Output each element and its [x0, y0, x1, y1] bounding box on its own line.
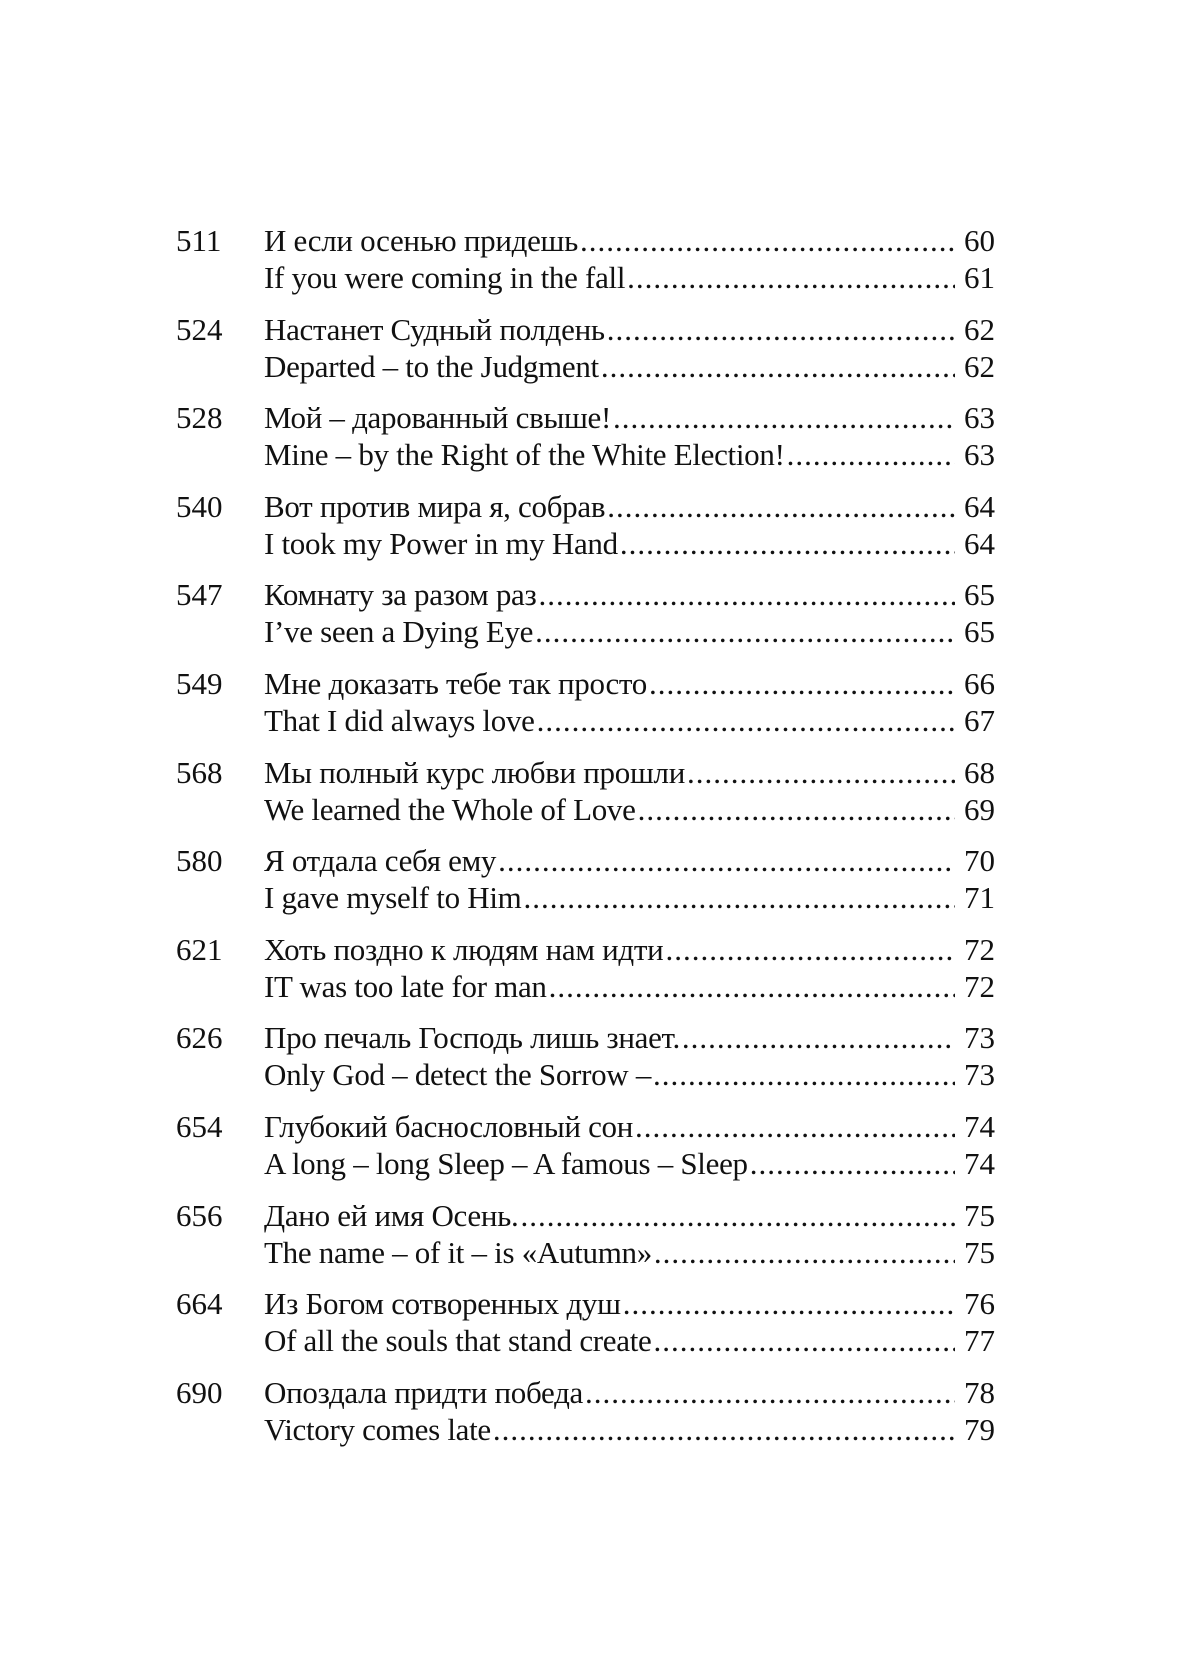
page-number: 66	[964, 665, 995, 701]
toc-link-ru[interactable]	[264, 1108, 995, 1145]
page-number: 60	[964, 223, 995, 258]
en-title: I took my Power in my Hand	[264, 525, 618, 561]
toc-link-ru[interactable]	[264, 399, 995, 436]
page-number: 64	[964, 488, 995, 524]
toc-link-en[interactable]	[264, 436, 995, 473]
entry-titles	[264, 311, 995, 385]
dot-leader	[493, 1411, 955, 1448]
ru-title: Из Богом сотворенных душ	[264, 1286, 621, 1322]
dot-leader	[654, 1322, 955, 1359]
toc-link-en[interactable]	[264, 348, 995, 385]
dot-leader	[635, 1108, 955, 1145]
ru-title: Я отдала себя ему	[264, 843, 497, 879]
page-number: 79	[964, 1411, 995, 1447]
ru-title: Мне доказать тебе так просто	[264, 665, 647, 701]
ru-title: Глубокий баснословный сон	[264, 1108, 634, 1144]
toc-entry	[176, 1285, 995, 1359]
page-number: 61	[964, 260, 995, 295]
dot-leader	[498, 842, 955, 879]
page-number: 73	[964, 1057, 995, 1093]
ru-title: Хоть поздно к людям нам идти	[264, 931, 664, 967]
toc-link-en[interactable]	[264, 1145, 995, 1182]
page-number: 78	[964, 1374, 995, 1410]
poem-number: 621	[176, 931, 223, 967]
poem-number: 690	[176, 1374, 223, 1410]
dot-leader	[537, 702, 955, 739]
toc-entry	[176, 222, 995, 296]
poem-number: 528	[176, 400, 223, 436]
toc-entry	[176, 1019, 995, 1093]
poem-number: 626	[176, 1020, 223, 1056]
dot-leader	[613, 399, 955, 436]
page-number: 72	[964, 931, 995, 967]
toc-entry	[176, 842, 995, 916]
entry-titles	[264, 1197, 995, 1271]
toc-link-ru[interactable]	[264, 222, 995, 259]
poem-number: 547	[176, 577, 223, 613]
ru-title: Комнату за разом раз	[264, 577, 537, 613]
ru-title: Мой – дарованный свыше!	[264, 400, 612, 436]
poem-number: 656	[176, 1197, 223, 1233]
toc-link-en[interactable]	[264, 702, 995, 739]
en-title: We learned the Whole of Love	[264, 791, 636, 827]
entry-titles	[264, 488, 995, 562]
dot-leader	[549, 968, 955, 1005]
entry-titles	[264, 1285, 995, 1359]
toc-link-en[interactable]	[264, 259, 995, 296]
entry-titles	[264, 1374, 995, 1448]
dot-leader	[654, 1234, 955, 1271]
page-number: 76	[964, 1286, 995, 1322]
toc-entry	[176, 1374, 995, 1448]
ru-title: Опоздала придти победа	[264, 1374, 584, 1410]
poem-number: 580	[176, 843, 223, 879]
ru-title: Настанет Судный полдень	[264, 311, 605, 347]
toc-link-ru[interactable]	[264, 488, 995, 525]
poem-number: 654	[176, 1108, 223, 1144]
toc-link-ru[interactable]	[264, 754, 995, 791]
en-title: The name – of it – is «Autumn»	[264, 1234, 652, 1270]
entry-titles	[264, 931, 995, 1005]
dot-leader	[687, 754, 955, 791]
dot-leader	[649, 665, 955, 702]
toc-entry	[176, 399, 995, 473]
ru-title: Вот против мира я, собрав	[264, 488, 606, 524]
toc-link-en[interactable]	[264, 879, 995, 916]
page-number: 63	[964, 437, 995, 473]
en-title: That I did always love	[264, 702, 535, 738]
poem-number: 568	[176, 754, 223, 790]
en-title: Of all the souls that stand create	[264, 1323, 652, 1359]
en-title: Departed – to the Judgment	[264, 348, 599, 384]
dot-leader	[601, 348, 955, 385]
page-number: 69	[964, 791, 995, 827]
dot-leader	[580, 222, 955, 259]
dot-leader	[523, 879, 955, 916]
toc-link-en[interactable]	[264, 1322, 995, 1359]
page-number: 75	[964, 1234, 995, 1270]
entry-titles	[264, 1108, 995, 1182]
poem-number: 511	[176, 223, 222, 258]
dot-leader	[665, 931, 955, 968]
page-number: 75	[964, 1197, 995, 1233]
toc-link-ru[interactable]	[264, 311, 995, 348]
toc-link-en[interactable]	[264, 968, 995, 1005]
toc-link-en[interactable]	[264, 525, 995, 562]
page-number: 71	[964, 880, 995, 916]
entry-titles	[264, 665, 995, 739]
dot-leader	[607, 488, 955, 525]
toc-entry	[176, 1197, 995, 1271]
toc-entry	[176, 665, 995, 739]
toc-entry	[176, 931, 995, 1005]
en-title: I’ve seen a Dying Eye	[264, 614, 534, 650]
toc-link-ru[interactable]	[264, 1285, 995, 1322]
toc-link-ru[interactable]	[264, 842, 995, 879]
ru-title: Мы полный курс любви прошли	[264, 754, 685, 790]
toc-link-en[interactable]	[264, 1056, 995, 1093]
poem-number: 524	[176, 311, 223, 347]
page-number: 65	[964, 614, 995, 650]
ru-title: И если осенью придешь	[264, 223, 578, 258]
entry-titles	[264, 576, 995, 650]
toc-link-ru[interactable]	[264, 1374, 995, 1411]
poem-number: 540	[176, 488, 223, 524]
ru-title: Про печаль Господь лишь знает.	[264, 1020, 680, 1056]
dot-leader	[607, 311, 955, 348]
toc-entry	[176, 311, 995, 385]
entry-titles	[264, 222, 995, 296]
en-title: IT was too late for man	[264, 968, 547, 1004]
dot-leader	[535, 613, 955, 650]
page-number: 74	[964, 1108, 995, 1144]
page-number: 67	[964, 702, 995, 738]
dot-leader	[520, 1197, 955, 1234]
page-number: 70	[964, 843, 995, 879]
en-title: Mine – by the Right of the White Election!	[264, 437, 785, 473]
dot-leader	[620, 525, 955, 562]
table-of-contents	[176, 222, 995, 1462]
page-number: 62	[964, 311, 995, 347]
toc-link-ru[interactable]	[264, 1197, 995, 1234]
page-number: 73	[964, 1020, 995, 1056]
toc-link-ru[interactable]	[264, 665, 995, 702]
toc-entry	[176, 1108, 995, 1182]
toc-entry	[176, 754, 995, 828]
toc-link-en[interactable]	[264, 791, 995, 828]
en-title: If you were coming in the fall	[264, 260, 626, 295]
en-title: Victory comes late	[264, 1411, 491, 1447]
dot-leader	[653, 1056, 955, 1093]
page-number: 74	[964, 1145, 995, 1181]
toc-link-ru[interactable]	[264, 1019, 995, 1056]
toc-link-en[interactable]	[264, 1411, 995, 1448]
page-number: 65	[964, 577, 995, 613]
page-number: 62	[964, 348, 995, 384]
entry-titles	[264, 754, 995, 828]
toc-entry	[176, 488, 995, 562]
dot-leader	[585, 1374, 955, 1411]
dot-leader	[682, 1019, 955, 1056]
entry-titles	[264, 399, 995, 473]
toc-entry	[176, 576, 995, 650]
page-number: 77	[964, 1323, 995, 1359]
dot-leader	[638, 791, 955, 828]
dot-leader	[787, 436, 955, 473]
page-number: 64	[964, 525, 995, 561]
toc-link-en[interactable]	[264, 1234, 995, 1271]
entry-titles	[264, 842, 995, 916]
toc-link-en[interactable]	[264, 613, 995, 650]
page-number: 72	[964, 968, 995, 1004]
poem-number: 549	[176, 665, 223, 701]
en-title: I gave myself to Him	[264, 880, 522, 916]
dot-leader	[623, 1285, 955, 1322]
page-number: 63	[964, 400, 995, 436]
poem-number: 664	[176, 1286, 223, 1322]
page-number: 68	[964, 754, 995, 790]
ru-title: Дано ей имя Осень.	[264, 1197, 519, 1233]
entry-titles	[264, 1019, 995, 1093]
toc-link-ru[interactable]	[264, 576, 995, 613]
toc-link-ru[interactable]	[264, 931, 995, 968]
dot-leader	[627, 259, 955, 296]
dot-leader	[750, 1145, 955, 1182]
dot-leader	[538, 576, 955, 613]
en-title: A long – long Sleep – A famous – Sleep	[264, 1145, 748, 1181]
en-title: Only God – detect the Sorrow –	[264, 1057, 652, 1093]
